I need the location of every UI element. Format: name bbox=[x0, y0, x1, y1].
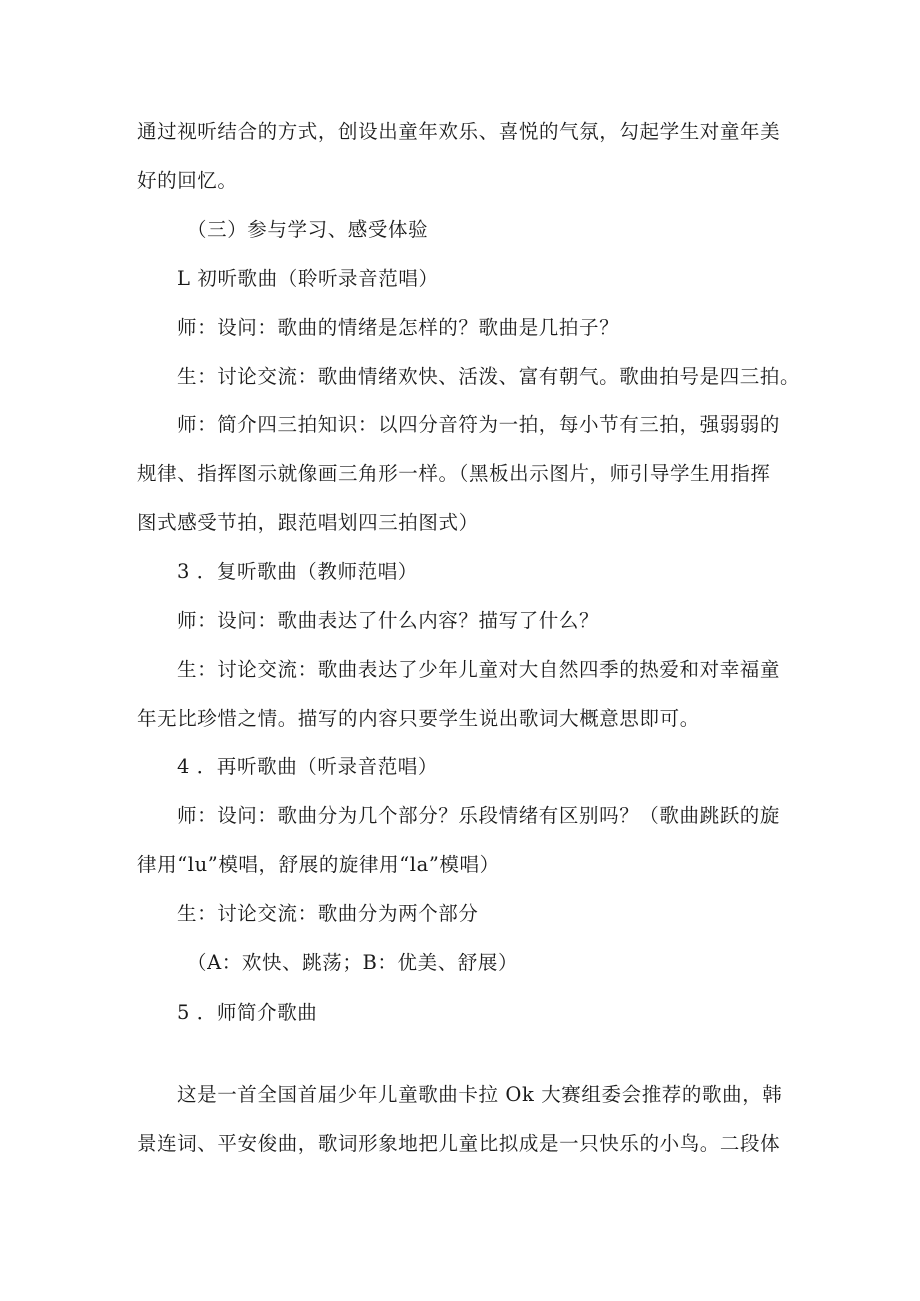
paragraph-line: （A：欢快、跳荡；B：优美、舒展） bbox=[187, 951, 519, 974]
paragraph-line: 师：设问：歌曲分为几个部分？乐段情绪有区别吗？（歌曲跳跃的旋 bbox=[177, 804, 781, 827]
paragraph-line: 年无比珍惜之情。描写的内容只要学生说出歌词大概意思即可。 bbox=[137, 707, 700, 730]
paragraph-line: 律用“lu”模唱，舒展的旋律用“la”模唱） bbox=[137, 853, 500, 876]
paragraph-line: 这是一首全国首届少年儿童歌曲卡拉 Ok 大赛组委会推荐的歌曲，韩 bbox=[177, 1083, 783, 1106]
paragraph-line: 师：简介四三拍知识：以四分音符为一拍，每小节有三拍，强弱弱的 bbox=[177, 413, 781, 436]
paragraph-line: 景连词、平安俊曲，歌词形象地把儿童比拟成是一只快乐的小鸟。二段体 bbox=[137, 1132, 781, 1155]
step-heading: 5 ．师简介歌曲 bbox=[177, 1001, 318, 1024]
paragraph-line: 师：设问：歌曲的情绪是怎样的？歌曲是几拍子？ bbox=[177, 316, 620, 339]
step-heading: L 初听歌曲（聆听录音范唱） bbox=[177, 267, 439, 290]
paragraph-line: 规律、指挥图示就像画三角形一样。（黑板出示图片，师引导学生用指挥 bbox=[137, 462, 771, 485]
paragraph-line: 生：讨论交流：歌曲情绪欢快、活泼、富有朝气。歌曲拍号是四三拍。 bbox=[177, 365, 801, 388]
paragraph-line: 好的回忆。 bbox=[137, 169, 238, 192]
paragraph-line: 生：讨论交流：歌曲分为两个部分 bbox=[177, 902, 479, 925]
step-heading: 3 ．复听歌曲（教师范唱） bbox=[177, 560, 418, 583]
step-heading: 4 ．再听歌曲（听录音范唱） bbox=[177, 755, 439, 778]
paragraph-line: 通过视听结合的方式，创设出童年欢乐、喜悦的气氛，勾起学生对童年美 bbox=[137, 120, 781, 143]
section-heading: （三）参与学习、感受体验 bbox=[187, 218, 429, 241]
paragraph-line: 师：设问：歌曲表达了什么内容？描写了什么？ bbox=[177, 609, 600, 632]
paragraph-line: 图式感受节拍，跟范唱划四三拍图式） bbox=[137, 511, 479, 534]
paragraph-line: 生：讨论交流：歌曲表达了少年儿童对大自然四季的热爱和对幸福童 bbox=[177, 658, 781, 681]
